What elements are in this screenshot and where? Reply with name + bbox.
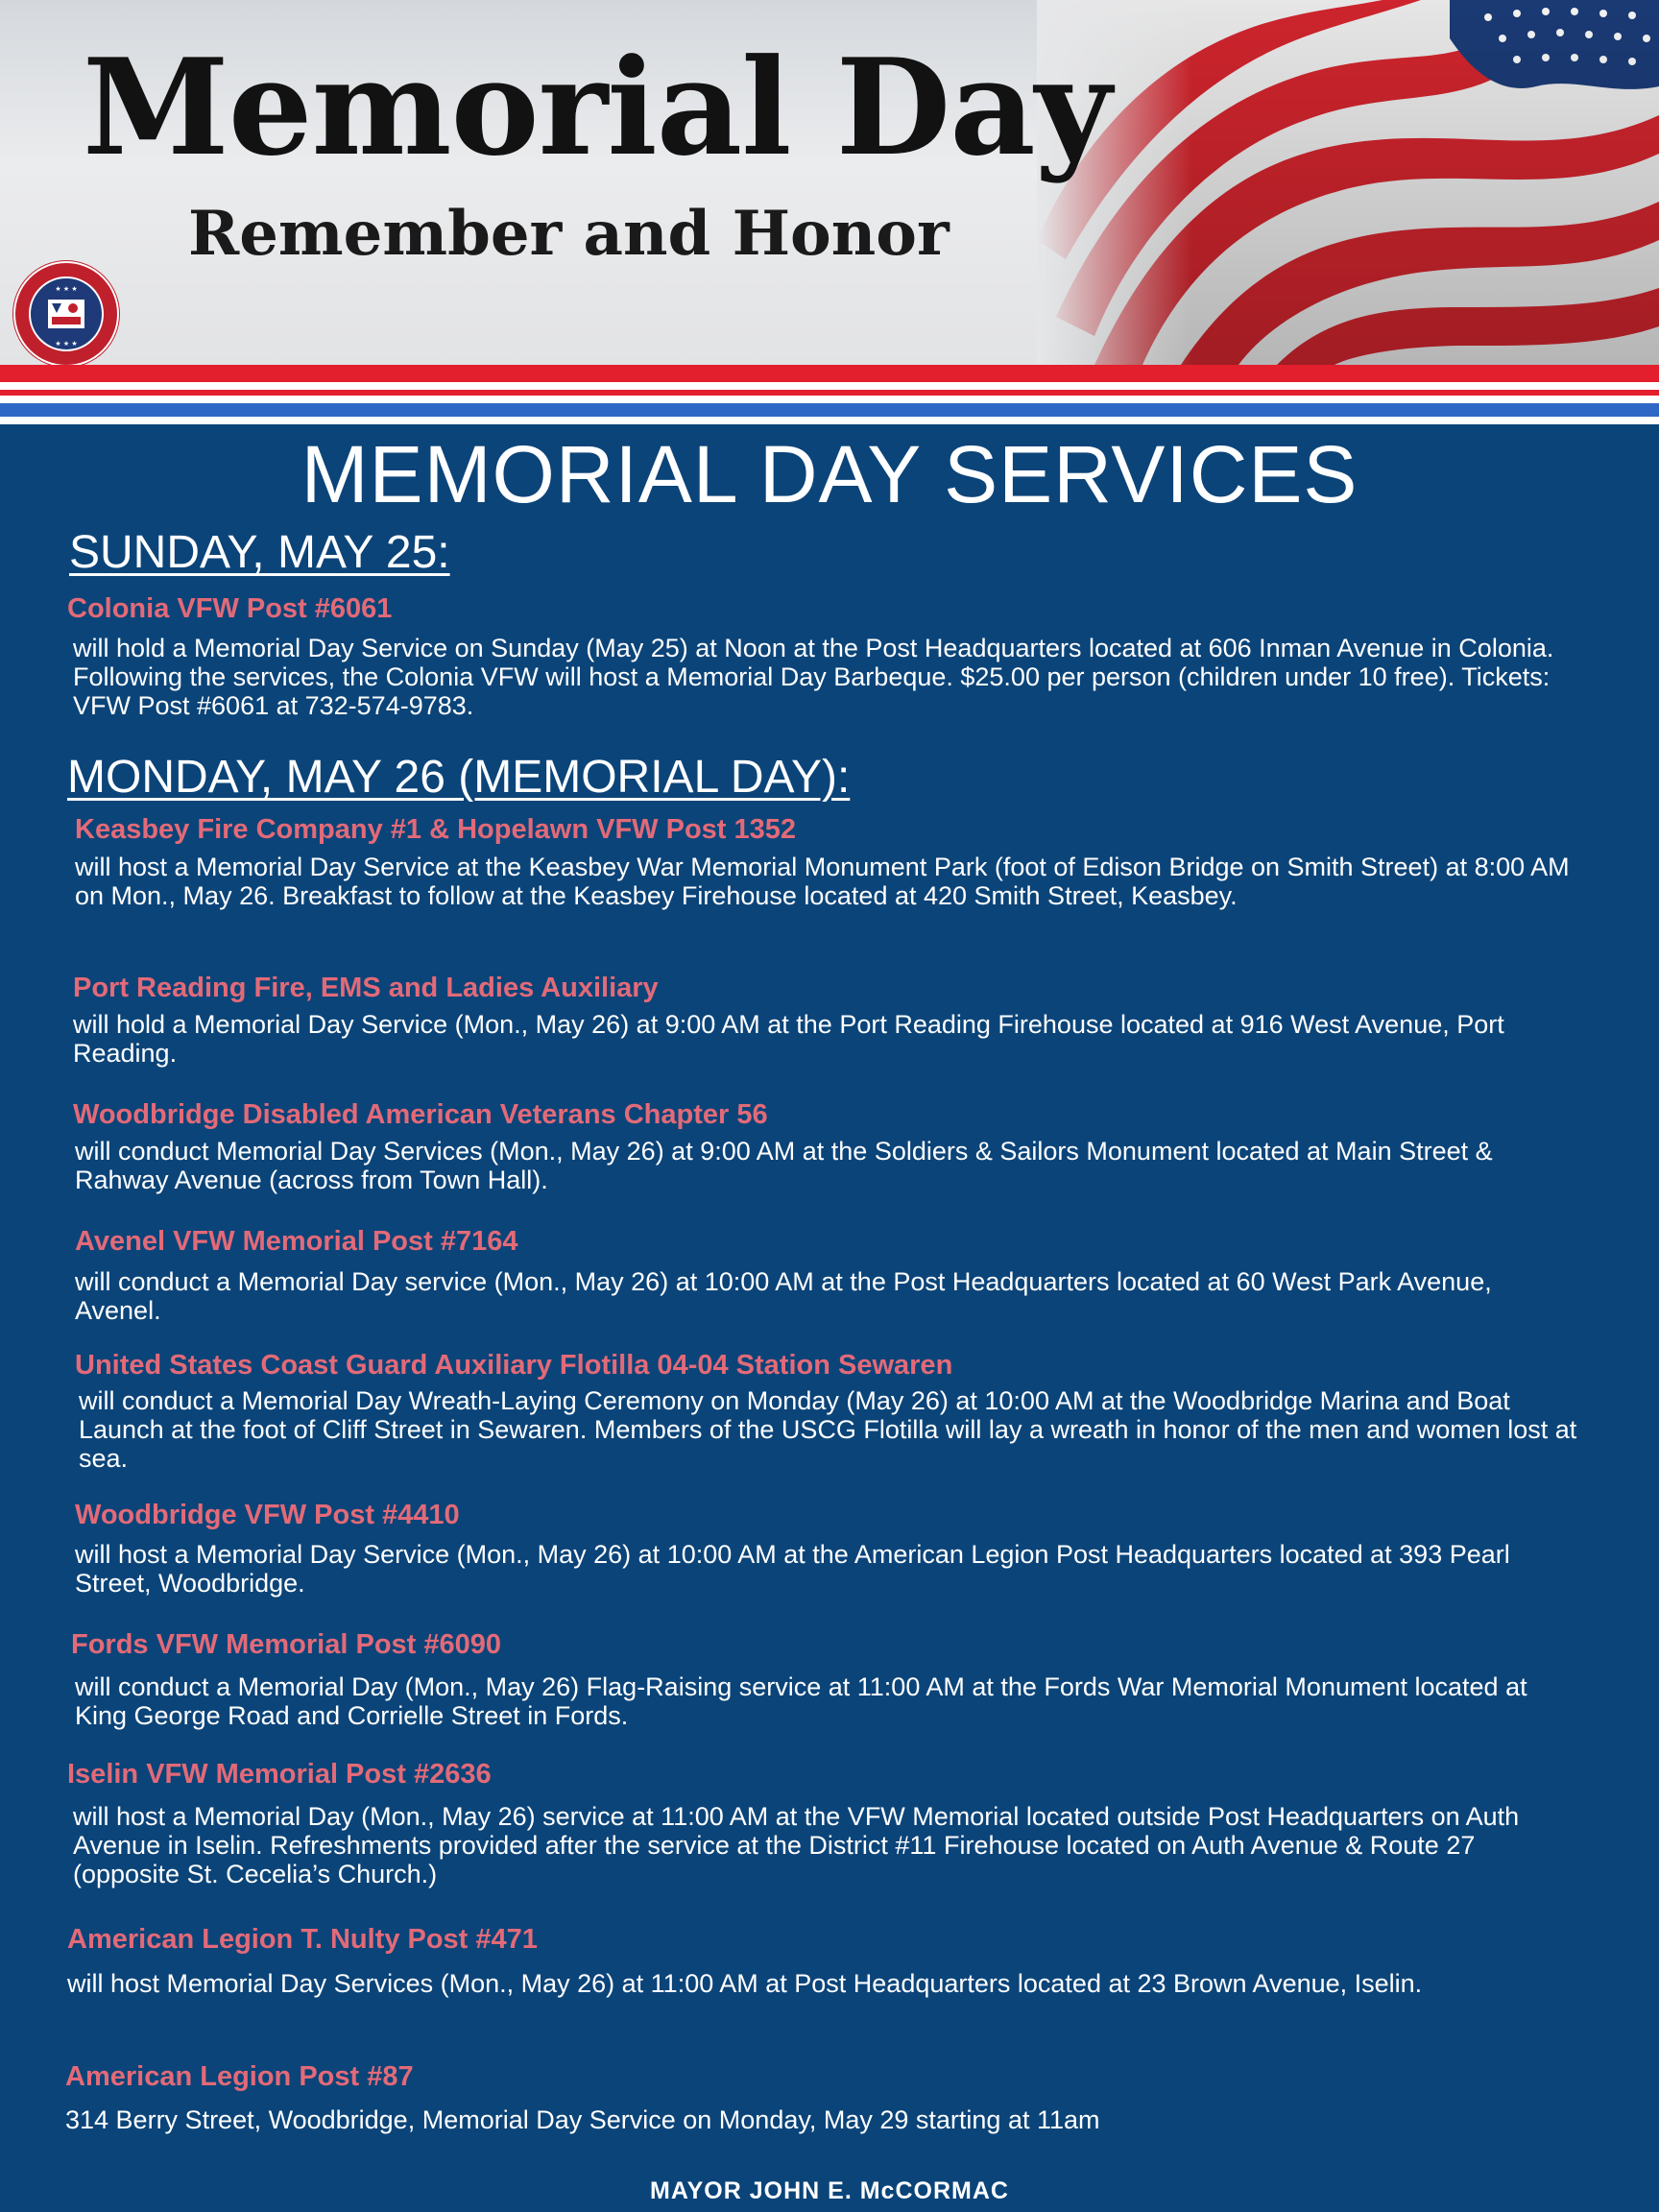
event-name: Fords VFW Memorial Post #6090 [71, 1629, 502, 1660]
event-name: Keasbey Fire Company #1 & Hopelawn VFW Post 1352 [75, 814, 797, 845]
event-description: will conduct a Memorial Day service (Mon., May 26) at 10:00 AM at the Post Headquarters located at 60 West Park Avenue, Avenel. [75, 1267, 1492, 1325]
sunday-heading: SUNDAY, MAY 25: [69, 527, 450, 578]
american-flag-image [1037, 0, 1659, 365]
svg-text:★ ★ ★: ★ ★ ★ [55, 340, 78, 348]
event-description: will conduct a Memorial Day (Mon., May 26) Flag-Raising service at 11:00 AM at the Fords War Memorial Monument located at King George Road and Corrielle Street in Fords. [75, 1672, 1527, 1730]
event-name: American Legion Post #87 [65, 2061, 414, 2092]
banner-title: Memorial Day [83, 29, 1111, 185]
event-description: will host Memorial Day Services (Mon., May 26) at 11:00 AM at Post Headquarters located at 23 Brown Avenue, Iselin. [67, 1969, 1423, 1998]
event-name: Woodbridge VFW Post #4410 [75, 1500, 460, 1530]
event-description: will conduct Memorial Day Services (Mon., May 26) at 9:00 AM at the Soldiers & Sailors Monument located at Main Street & Rahway Avenue (across from Town Hall). [75, 1137, 1493, 1194]
event-description: 314 Berry Street, Woodbridge, Memorial Day Service on Monday, May 29 starting at 11am [65, 2105, 1100, 2134]
monday-heading: MONDAY, MAY 26 (MEMORIAL DAY): [67, 752, 851, 803]
township-seal-logo [10, 257, 123, 365]
event-description: will host a Memorial Day Service at the Keasbey War Memorial Monument Park (foot of Edison Bridge on Smith Street) at 8:00 AM on Mon., May 26. Breakfast to follow at the Keasbey Firehouse located at 420 Smith Street, Keasbey. [75, 853, 1570, 910]
page-title: MEMORIAL DAY SERVICES [301, 429, 1358, 519]
event-name: Port Reading Fire, EMS and Ladies Auxiliary [73, 973, 659, 1003]
footer-signature: MAYOR JOHN E. McCORMAC [650, 2177, 1009, 2204]
decorative-stripes [0, 365, 1659, 424]
event-name: Iselin VFW Memorial Post #2636 [67, 1759, 492, 1790]
event-description: will hold a Memorial Day Service on Sunday (May 25) at Noon at the Post Headquarters located at 606 Inman Avenue in Colonia. Following the services, the Colonia VFW will host a Memorial Day Barbeque. $25.00 per person (children under 10 free). Tickets: VFW Post #6061 at 732-574-9783. [73, 634, 1554, 720]
banner-subtitle: Remember and Honor [188, 198, 950, 270]
svg-text:★ ★ ★: ★ ★ ★ [55, 285, 78, 293]
event-name: Avenel VFW Memorial Post #7164 [75, 1226, 518, 1257]
event-description: will hold a Memorial Day Service (Mon., May 26) at 9:00 AM at the Port Reading Firehouse located at 916 West Avenue, Port Reading. [73, 1010, 1504, 1068]
event-description: will host a Memorial Day (Mon., May 26) service at 11:00 AM at the VFW Memorial located outside Post Headquarters on Auth Avenue in Iselin. Refreshments provided after the service at the District #11 Firehouse located on Auth Avenue & Route 27 (opposite St. Cecelia’s Church.) [73, 1802, 1520, 1888]
event-description: will conduct a Memorial Day Wreath-Laying Ceremony on Monday (May 26) at 10:00 AM at the Woodbridge Marina and Boat Launch at the foot of Cliff Street in Sewaren. Members of the USCG Flotilla will lay a wreath in honor of the men and women lost at sea. [79, 1386, 1577, 1473]
event-description: will host a Memorial Day Service (Mon., May 26) at 10:00 AM at the American Legion Post Headquarters located at 393 Pearl Street, Woodbridge. [75, 1540, 1510, 1598]
header-banner [0, 0, 1659, 365]
event-name: Colonia VFW Post #6061 [67, 593, 393, 624]
event-name: American Legion T. Nulty Post #471 [67, 1924, 538, 1955]
event-name: United States Coast Guard Auxiliary Flotilla 04-04 Station Sewaren [75, 1350, 953, 1381]
event-name: Woodbridge Disabled American Veterans Chapter 56 [73, 1099, 768, 1130]
